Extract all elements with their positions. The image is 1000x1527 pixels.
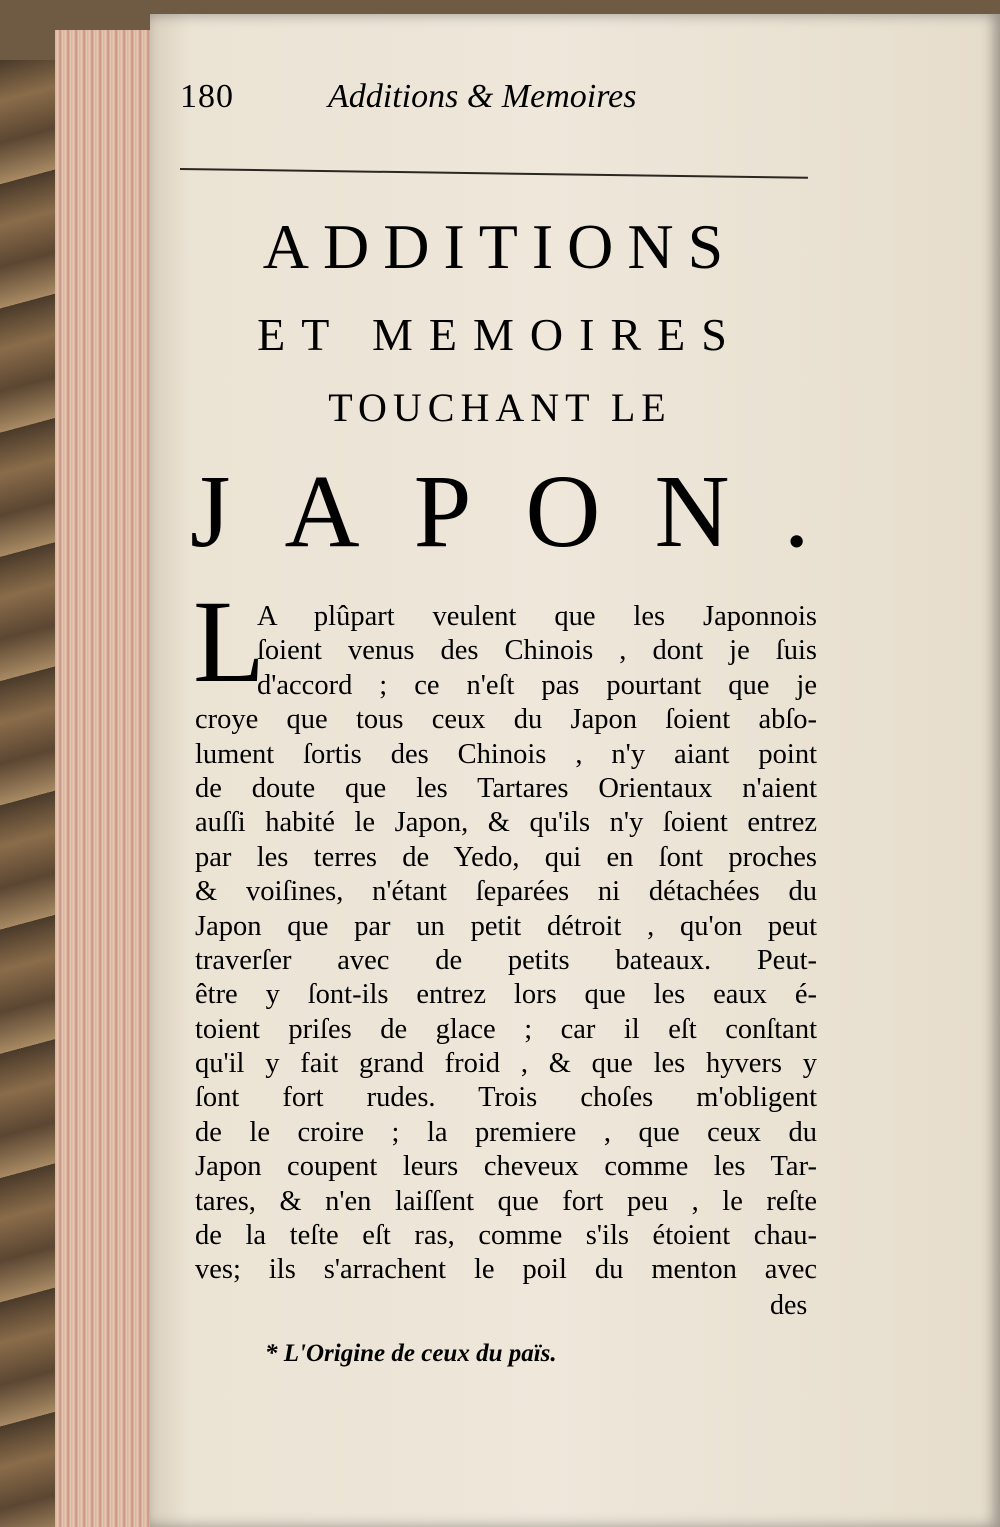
body-line: Japon coupent leurs cheveux comme les Tar-: [195, 1151, 817, 1183]
body-line: A plûpart veulent que les Japonnois: [257, 601, 817, 632]
body-line: d'accord ; ce n'eſt pas pourtant que je: [257, 669, 817, 701]
title-line-1: ADDITIONS: [262, 211, 738, 282]
drop-cap: L: [193, 576, 266, 707]
body-line: de le croire ; la premiere , que ceux du: [195, 1116, 817, 1148]
catchword: des: [770, 1290, 808, 1321]
running-title: Additions & Memoires: [328, 78, 637, 115]
running-head: [180, 78, 830, 128]
body-line: ves; ils s'arrachent le poil du menton avec: [195, 1254, 817, 1286]
body-line: lument ſortis des Chinois , n'y aiant point: [195, 738, 817, 770]
body-text: [195, 600, 817, 1288]
title-line-4: JAPON.: [190, 454, 864, 569]
body-line: par les terres de Yedo, qui en ſont proches: [195, 841, 817, 873]
body-line: qu'il y fait grand froid , & que les hyvers y: [195, 1048, 817, 1080]
body-line: croye que tous ceux du Japon ſoient abſo-: [195, 704, 817, 736]
body-line: de doute que les Tartares Orientaux n'aient: [195, 772, 817, 804]
body-line: toient priſes de glace ; car il eſt conſtant: [195, 1013, 817, 1045]
body-line: tares, & n'en laiſſent que fort peu , le reſte: [195, 1185, 817, 1217]
body-line: ſont fort rudes. Trois choſes m'obligent: [195, 1082, 817, 1114]
body-line: de la teſte eſt ras, comme s'ils étoient chau-: [195, 1220, 817, 1252]
body-line: être y ſont-ils entrez lors que les eaux é-: [195, 979, 817, 1011]
page-number: 180: [180, 78, 234, 115]
body-line: & voiſines, n'étant ſeparées ni détachées du: [195, 876, 817, 908]
body-line: ſoient venus des Chinois , dont je ſuis: [257, 635, 817, 667]
title-line-2: ET MEMOIRES: [257, 309, 743, 360]
title-line-3: TOUCHANT LE: [328, 385, 672, 430]
body-line: traverſer avec de petits bateaux. Peut-: [195, 944, 817, 976]
footnote: * L'Origine de ceux du païs.: [265, 1340, 557, 1367]
body-line: auſſi habité le Japon, & qu'ils n'y ſoient entrez: [195, 807, 817, 839]
body-line: Japon que par un petit détroit , qu'on peut: [195, 910, 817, 942]
